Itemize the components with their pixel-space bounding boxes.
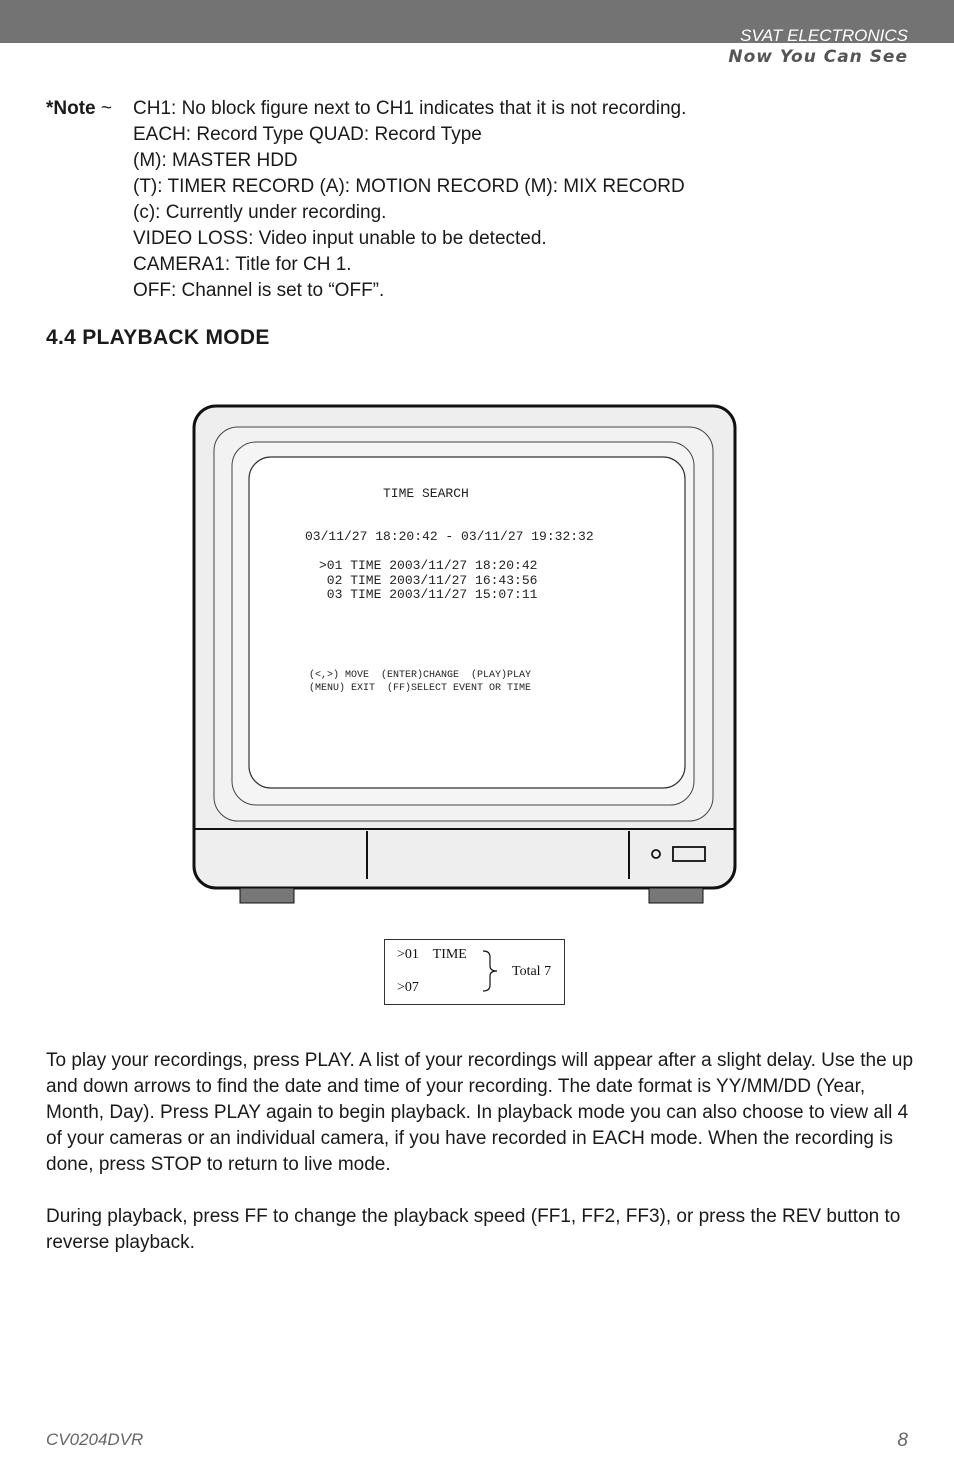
section-title: 4.4 PLAYBACK MODE bbox=[46, 326, 270, 349]
legend-last-entry: >07 bbox=[397, 980, 419, 995]
company-tagline: Now You Can See bbox=[728, 47, 908, 67]
recording-row: >01 TIME 2003/11/27 18:20:42 bbox=[319, 558, 538, 573]
monitor-foot-right bbox=[649, 888, 703, 903]
footer-model: CV0204DVR bbox=[46, 1430, 144, 1449]
time-range: 03/11/27 18:20:42 - 03/11/27 19:32:32 bbox=[305, 529, 594, 544]
note-line: VIDEO LOSS: Video input unable to be detected. bbox=[133, 228, 547, 249]
help-line: (<,>) MOVE (ENTER)CHANGE (PLAY)PLAY bbox=[309, 670, 532, 681]
note-line: CH1: No block figure next to CH1 indicates that it is not recording. bbox=[133, 98, 687, 119]
page-number: 8 bbox=[897, 1430, 908, 1451]
note-line: (M): MASTER HDD bbox=[133, 150, 298, 171]
legend-box bbox=[384, 939, 565, 1005]
recording-row: 03 TIME 2003/11/27 15:07:11 bbox=[319, 587, 538, 602]
note-line: CAMERA1: Title for CH 1. bbox=[133, 254, 352, 275]
note-label: *Note ~ bbox=[46, 98, 112, 119]
note-line: (T): TIMER RECORD (A): MOTION RECORD (M): MIX RECORD bbox=[133, 176, 685, 197]
playback-instructions: To play your recordings, press PLAY. A list of your recordings will appear after a slight delay. Use the up and down arrows to find the date and time of your recording. The date format is YY/MM/DD (Year, Month, Day). Press PLAY again to begin playback. In playback mode you can also choose to view all 4 of your cameras or an individual camera, if you have recorded in EACH mode. When the recording is done, press STOP to return to live mode. bbox=[46, 1050, 914, 1175]
monitor-foot-left bbox=[240, 888, 294, 903]
time-search-screen bbox=[250, 458, 684, 786]
help-line: (MENU) EXIT (FF)SELECT EVENT OR TIME bbox=[309, 683, 532, 694]
note-line: (c): Currently under recording. bbox=[133, 202, 387, 223]
note-lines bbox=[133, 96, 686, 304]
note-line: OFF: Channel is set to “OFF”. bbox=[133, 280, 385, 301]
playback-speed-instructions: During playback, press FF to change the playback speed (FF1, FF2, FF3), or press the REV button to reverse playback. bbox=[46, 1206, 901, 1253]
screen-title: TIME SEARCH bbox=[383, 486, 469, 501]
recording-row: 02 TIME 2003/11/27 16:43:56 bbox=[319, 573, 538, 588]
note-line: EACH: Record Type QUAD: Record Type bbox=[133, 124, 482, 145]
company-name: SVAT ELECTRONICS bbox=[740, 26, 908, 45]
legend-first-entry: >01 TIME bbox=[397, 947, 467, 962]
legend-total: Total 7 bbox=[512, 964, 552, 979]
brace-icon bbox=[481, 950, 503, 992]
